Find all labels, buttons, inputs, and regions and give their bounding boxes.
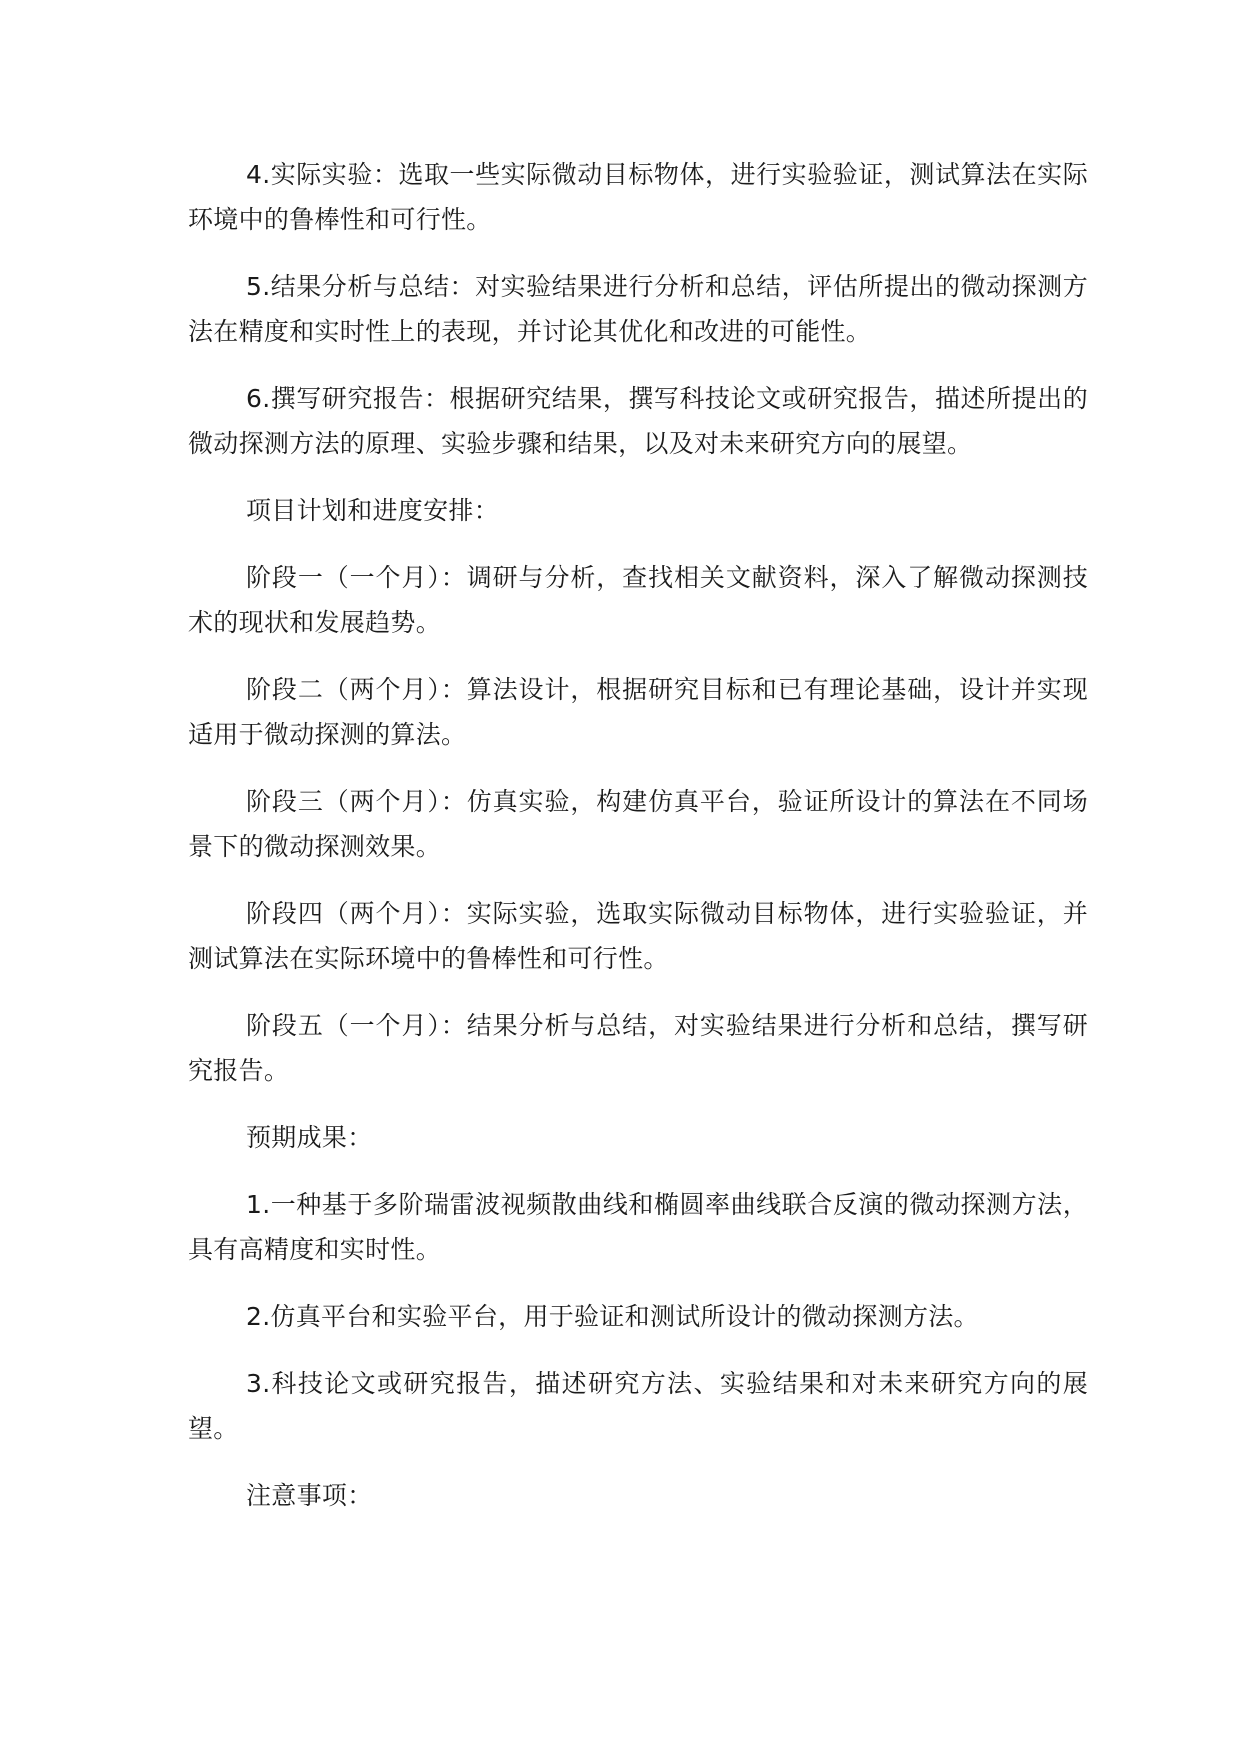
heading-expected-results: 预期成果： xyxy=(246,1123,373,1152)
paragraph-step-4: 4.实际实验：选取一些实际微动目标物体，进行实验验证，测试算法在实际环境中的鲁棒性和可行性。 xyxy=(188,160,1088,234)
paragraph-result-3: 3.科技论文或研究报告，描述研究方法、实验结果和对未来研究方向的展望。 xyxy=(188,1369,1088,1443)
document-page xyxy=(188,152,1088,1540)
heading-notes: 注意事项： xyxy=(246,1481,373,1510)
paragraph-step-5: 5.结果分析与总结：对实验结果进行分析和总结，评估所提出的微动探测方法在精度和实时性上的表现，并讨论其优化和改进的可能性。 xyxy=(188,272,1088,346)
paragraph-phase-1: 阶段一（一个月）：调研与分析，查找相关文献资料，深入了解微动探测技术的现状和发展趋势。 xyxy=(188,563,1088,637)
paragraph-result-2: 2.仿真平台和实验平台，用于验证和测试所设计的微动探测方法。 xyxy=(246,1302,979,1331)
heading-project-plan: 项目计划和进度安排： xyxy=(246,496,500,525)
paragraph-phase-5: 阶段五（一个月）：结果分析与总结，对实验结果进行分析和总结，撰写研究报告。 xyxy=(188,1011,1088,1085)
paragraph-phase-4: 阶段四（两个月）：实际实验，选取实际微动目标物体，进行实验验证，并测试算法在实际环境中的鲁棒性和可行性。 xyxy=(188,899,1088,973)
paragraph-phase-3: 阶段三（两个月）：仿真实验，构建仿真平台，验证所设计的算法在不同场景下的微动探测效果。 xyxy=(188,787,1088,861)
paragraph-step-6: 6.撰写研究报告：根据研究结果，撰写科技论文或研究报告，描述所提出的微动探测方法的原理、实验步骤和结果，以及对未来研究方向的展望。 xyxy=(188,384,1088,458)
paragraph-phase-2: 阶段二（两个月）：算法设计，根据研究目标和已有理论基础，设计并实现适用于微动探测的算法。 xyxy=(188,675,1088,749)
paragraph-result-1: 1.一种基于多阶瑞雷波视频散曲线和椭圆率曲线联合反演的微动探测方法，具有高精度和实时性。 xyxy=(188,1190,1088,1264)
